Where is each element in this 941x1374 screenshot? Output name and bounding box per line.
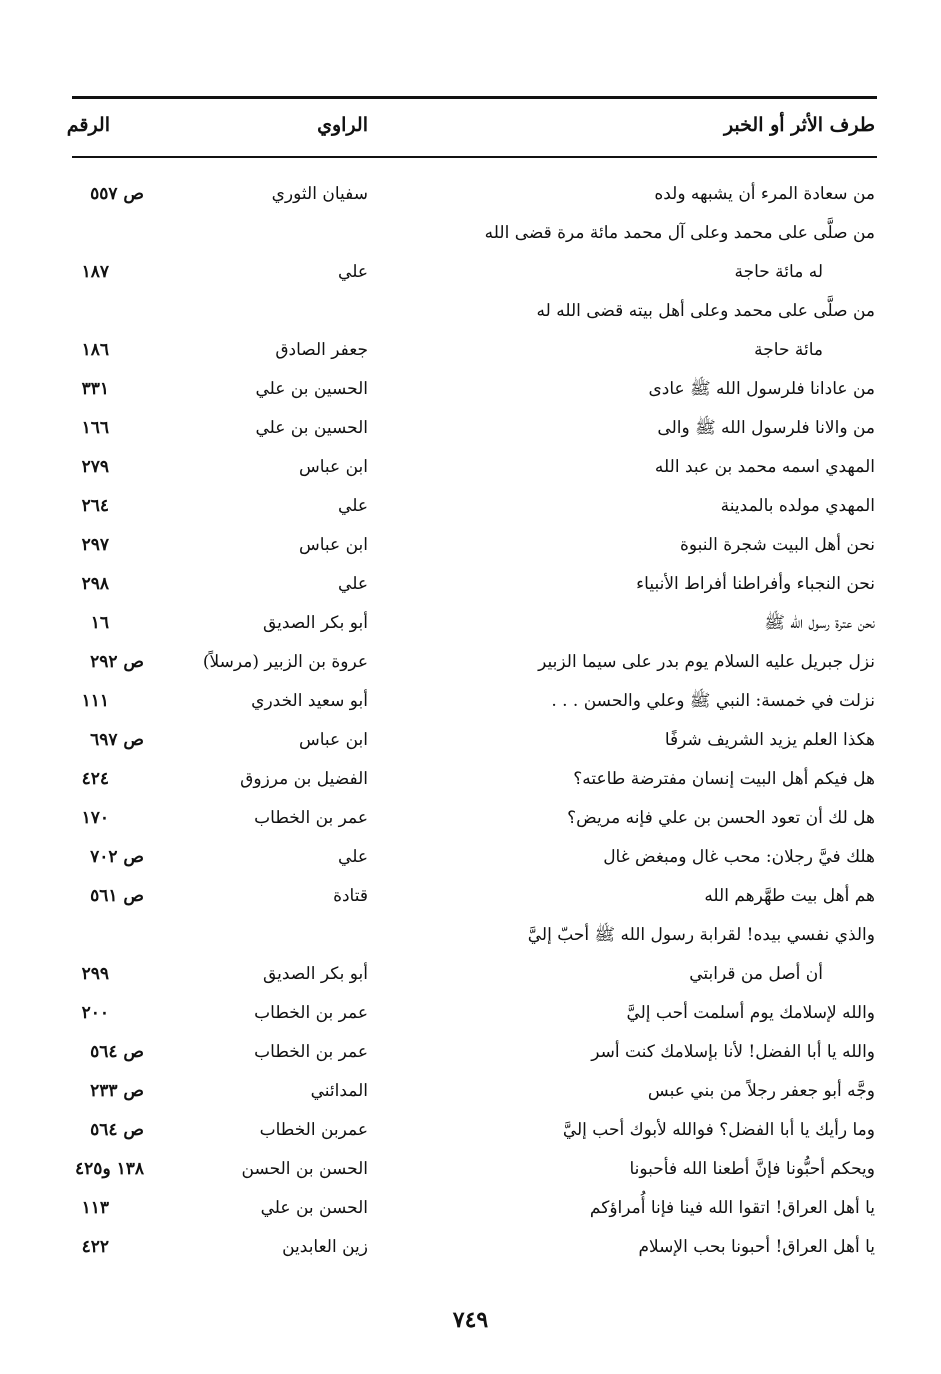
top-rule <box>72 96 877 99</box>
entry-narrator: عمر بن الخطاب <box>254 1003 368 1023</box>
entry-text: نحن عترة رسول الله ﷺ <box>764 613 875 633</box>
entry-text: من عادانا فلرسول الله ﷺ عادى <box>648 379 875 399</box>
entry-text: هل فيكم أهل البيت إنسان مفترضة طاعته؟ <box>573 769 875 789</box>
entry-narrator: علي <box>338 496 368 516</box>
entry-reference: ١٣٨ و٤٢٥ <box>75 1159 144 1179</box>
entry-reference: ٢٩٨ <box>81 574 109 594</box>
entry-narrator: أبو سعيد الخدري <box>251 691 368 711</box>
entry-reference: ٢٩٩ <box>81 964 109 984</box>
entry-text: يا أهل العراق! أحبونا بحب الإسلام <box>638 1237 875 1257</box>
entry-text: المهدي مولده بالمدينة <box>720 496 875 516</box>
entry-reference: ١٦ <box>90 613 109 633</box>
entry-reference: ٢٦٤ <box>81 496 109 516</box>
entry-reference: ٤٢٢ <box>81 1237 109 1257</box>
entry-text: هم أهل بيت طهَّرهم الله <box>704 886 875 906</box>
header-text-column: طرف الأثر أو الخبر <box>723 114 875 136</box>
entry-text: والذي نفسي بيده! لقرابة رسول الله ﷺ أحبّ إليَّ <box>527 925 875 945</box>
entry-narrator: علي <box>338 262 368 282</box>
entry-text: من صلَّى على محمد وعلى آل محمد مائة مرة قضى الله <box>484 223 875 243</box>
entry-reference: ١٦٦ <box>81 418 109 438</box>
entry-reference: ص ٦٩٧ <box>90 730 144 750</box>
entry-narrator: ابن عباس <box>298 730 368 750</box>
entry-narrator: عروة بن الزبير (مرسلاً) <box>202 652 368 672</box>
entry-text: والله لإسلامك يوم أسلمت أحب إليَّ <box>626 1003 875 1023</box>
entry-text: وما رأيك يا أبا الفضل؟ فوالله لأبوك أحب إليَّ <box>562 1120 875 1140</box>
entry-narrator: أبو بكر الصديق <box>262 964 368 984</box>
entry-narrator: زين العابدين <box>282 1237 368 1257</box>
entry-narrator: الحسن بن الحسن <box>241 1159 368 1179</box>
entry-narrator: أبو بكر الصديق <box>262 613 368 633</box>
entry-text: من والانا فلرسول الله ﷺ والى <box>657 418 875 438</box>
entry-reference: ١٨٦ <box>81 340 109 360</box>
entry-narrator: الحسن بن علي <box>260 1198 368 1218</box>
entry-reference: ١١٣ <box>81 1198 109 1218</box>
entry-reference: ص ٢٩٢ <box>90 652 144 672</box>
entry-reference: ص ٢٣٣ <box>90 1081 144 1101</box>
entry-narrator: قتادة <box>333 886 368 906</box>
entry-narrator: جعفر الصادق <box>275 340 368 360</box>
entry-narrator: سفيان الثوري <box>271 184 368 204</box>
page-number: ٧٤٩ <box>452 1307 489 1333</box>
entry-reference: ص ٥٥٧ <box>90 184 144 204</box>
header-rule <box>72 156 877 158</box>
entry-text: يا أهل العراق! اتقوا الله فينا فإنا أُمراؤكم <box>589 1198 875 1218</box>
entry-text: نزلت في خمسة: النبي ﷺ وعلي والحسن . . . <box>551 691 875 711</box>
entry-narrator: المدائني <box>310 1081 368 1101</box>
entry-text: هكذا العلم يزيد الشريف شرفًا <box>664 730 875 750</box>
entry-text: من سعادة المرء أن يشبهه ولده <box>654 184 875 204</box>
entry-text: هلك فيَّ رجلان: محب غال ومبغض غال <box>603 847 875 867</box>
entry-reference: ٢٠٠ <box>81 1003 109 1023</box>
entry-reference: ص ٥٦٤ <box>90 1120 144 1140</box>
entry-text: نزل جبريل عليه السلام يوم بدر على سيما الزبير <box>538 652 875 672</box>
entry-text: من صلَّى على محمد وعلى أهل بيته قضى الله له <box>536 301 875 321</box>
entry-reference: ٢٧٩ <box>81 457 109 477</box>
entry-narrator: ابن عباس <box>298 457 368 477</box>
entry-narrator: ابن عباس <box>298 535 368 555</box>
entry-reference: ٢٩٧ <box>81 535 109 555</box>
entry-text: المهدي اسمه محمد بن عبد الله <box>654 457 875 477</box>
entry-narrator: الفضيل بن مرزوق <box>240 769 368 789</box>
entry-text: نحن أهل البيت شجرة النبوة <box>679 535 875 555</box>
entry-reference: ٣٣١ <box>81 379 109 399</box>
entry-reference: ص ٥٦١ <box>90 886 144 906</box>
entry-text: أن أصل من قرابتي <box>689 964 823 984</box>
entry-text: هل لك أن تعود الحسن بن علي فإنه مريض؟ <box>567 808 875 828</box>
entry-text: مائة حاجة <box>754 340 823 360</box>
entry-text: له مائة حاجة <box>734 262 823 282</box>
entry-reference: ١١١ <box>81 691 109 711</box>
entry-reference: ٤٢٤ <box>81 769 109 789</box>
entry-narrator: علي <box>338 574 368 594</box>
entry-reference: ١٧٠ <box>81 808 109 828</box>
entry-narrator: الحسين بن علي <box>255 379 368 399</box>
entry-text: ويحكم أحبُّونا فإنَّ أطعنا الله فأحبونا <box>629 1159 875 1179</box>
entry-narrator: علي <box>338 847 368 867</box>
header-reference-column: الرقم <box>66 114 110 136</box>
entry-narrator: الحسين بن علي <box>255 418 368 438</box>
header-narrator-column: الراوي <box>317 114 368 136</box>
entry-reference: ١٨٧ <box>81 262 109 282</box>
entry-narrator: عمر بن الخطاب <box>254 1042 368 1062</box>
entry-reference: ص ٧٠٢ <box>90 847 144 867</box>
entry-text: وجَّه أبو جعفر رجلاً من بني عبس <box>647 1081 875 1101</box>
entry-narrator: عمربن الخطاب <box>259 1120 368 1140</box>
entry-narrator: عمر بن الخطاب <box>254 808 368 828</box>
entry-text: نحن النجباء وأفراطنا أفراط الأنبياء <box>636 574 875 594</box>
entry-text: والله يا أبا الفضل! لأنا بإسلامك كنت أسر <box>591 1042 875 1062</box>
entry-reference: ص ٥٦٤ <box>90 1042 144 1062</box>
